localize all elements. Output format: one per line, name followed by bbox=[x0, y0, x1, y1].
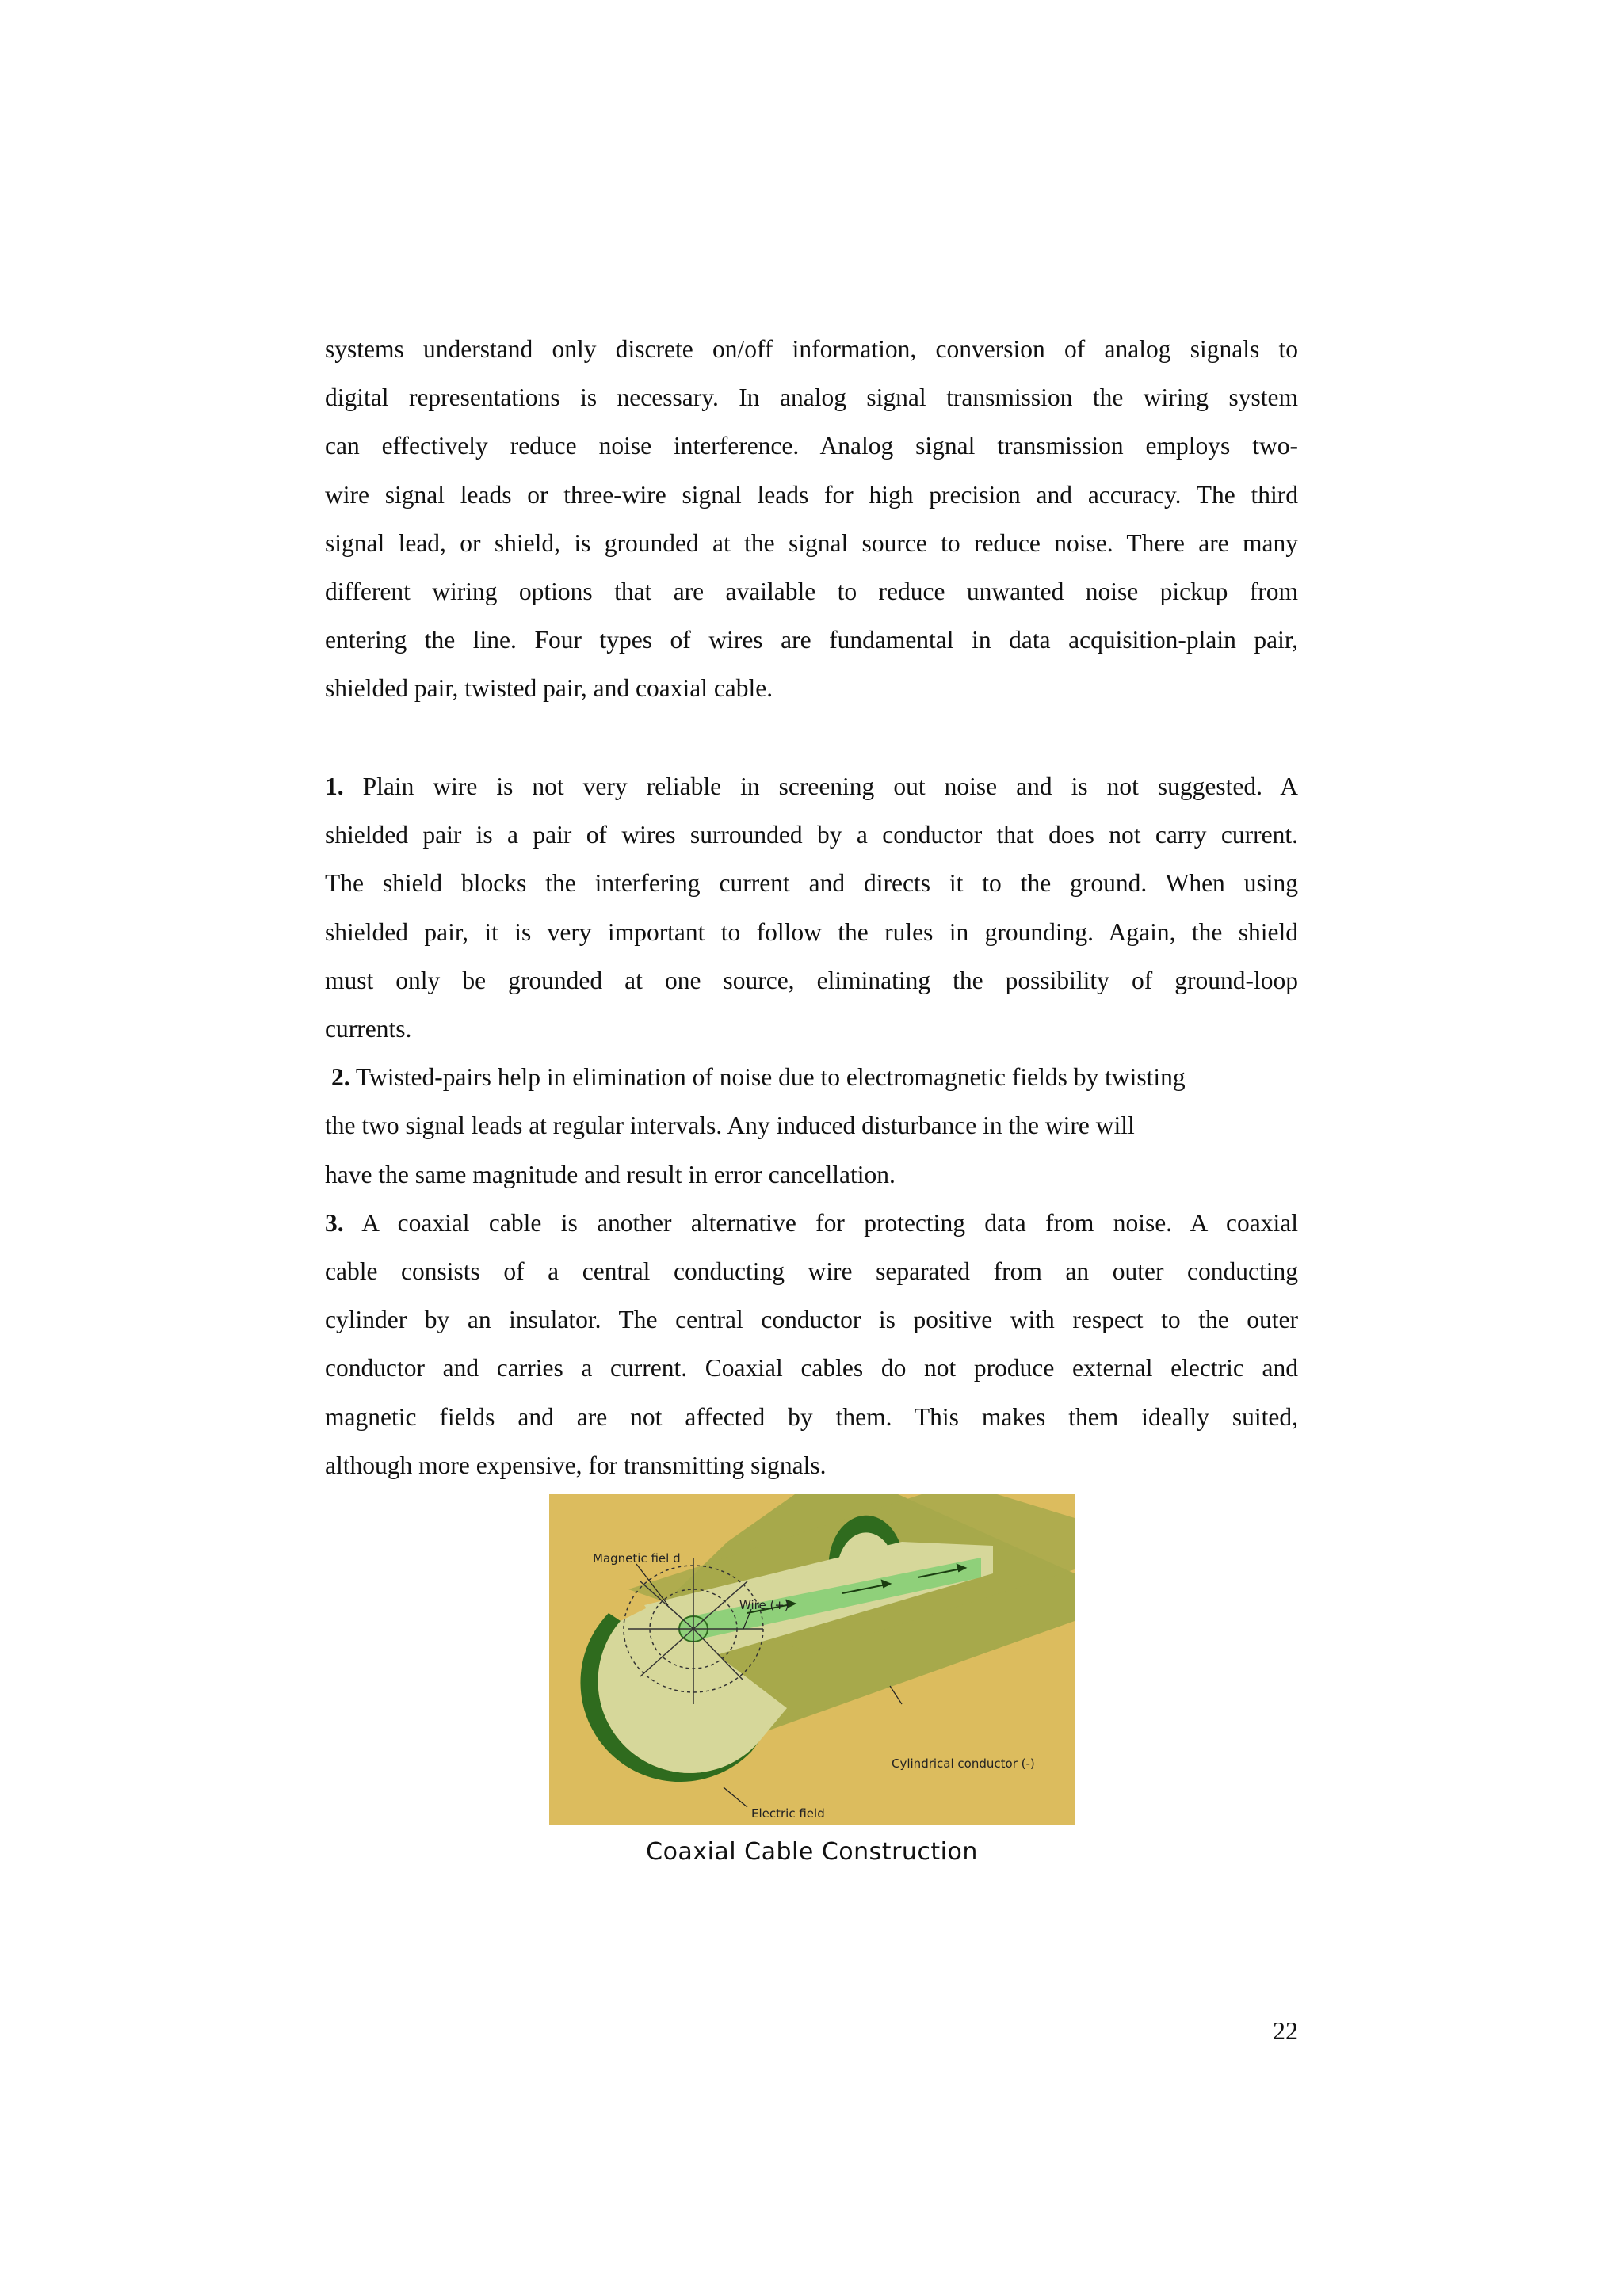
item-number: 1. bbox=[325, 772, 344, 800]
figure-caption: Coaxial Cable Construction bbox=[646, 1838, 978, 1866]
text-line: although more expensive, for transmitting signals. bbox=[325, 1451, 827, 1479]
text-line: different wiring options that are available to reduce unwanted noise pickup from bbox=[325, 578, 1298, 606]
item-number: 2. bbox=[331, 1063, 350, 1092]
text-line: must only be grounded at one source, eliminating the possibility of ground-loop bbox=[325, 966, 1298, 994]
text-line: can effectively reduce noise interference. Analog signal transmission employs two- bbox=[325, 432, 1298, 460]
item-number: 3. bbox=[325, 1208, 344, 1237]
text-line: wire signal leads or three-wire signal leads for high precision and accuracy. The third bbox=[325, 480, 1298, 509]
text-line: shielded pair, twisted pair, and coaxial cable. bbox=[325, 674, 773, 703]
text-span: Plain wire is not very reliable in screening out noise and is not suggested. A bbox=[343, 772, 1298, 800]
numbered-list bbox=[325, 762, 1298, 1489]
list-item-twisted-pair bbox=[325, 1053, 1298, 1101]
text-line: have the same magnitude and result in error cancellation. bbox=[325, 1160, 896, 1188]
text-line: signal lead, or shield, is grounded at the signal source to reduce noise. There are many bbox=[325, 528, 1298, 557]
wire-label: Wire (+) bbox=[739, 1598, 789, 1612]
text-line: conductor and carries a current. Coaxial cables do not produce external electric and bbox=[325, 1354, 1298, 1383]
text-line: magnetic fields and are not affected by them. This makes them ideally suited, bbox=[325, 1402, 1298, 1431]
text-line: the two signal leads at regular intervals. Any induced disturbance in the wire will bbox=[325, 1112, 1135, 1140]
text-line: shielded pair, it is very important to follow the rules in grounding. Again, the shield bbox=[325, 917, 1298, 946]
electric-field-label: Electric field bbox=[751, 1806, 825, 1821]
text-span: A coaxial cable is another alternative for protecting data from noise. A coaxial bbox=[343, 1208, 1298, 1237]
cylindrical-conductor-label: Cylindrical conductor (-) bbox=[892, 1756, 1035, 1771]
text-line: cylinder by an insulator. The central conductor is positive with respect to the outer bbox=[325, 1306, 1298, 1334]
text-line bbox=[325, 762, 1298, 810]
list-item-coaxial-cable bbox=[325, 1199, 1298, 1489]
coaxial-cable-figure bbox=[549, 1494, 1075, 1825]
intro-paragraph bbox=[325, 325, 1298, 713]
list-item-twisted-pair-cont bbox=[325, 1101, 1298, 1198]
text-line: cable consists of a central conducting wire separated from an outer conducting bbox=[325, 1257, 1298, 1286]
coaxial-cable-illustration bbox=[549, 1494, 1075, 1825]
text-line: currents. bbox=[325, 1015, 412, 1043]
magnetic-field-label: Magnetic fiel d bbox=[593, 1551, 681, 1566]
text-line bbox=[325, 1053, 1298, 1101]
list-item-plain-wire bbox=[325, 762, 1298, 1053]
page-number: 22 bbox=[1273, 2016, 1298, 2045]
text-line: entering the line. Four types of wires are fundamental in data acquisition-plain pair, bbox=[325, 626, 1298, 654]
text-line: digital representations is necessary. In analog signal transmission the wiring system bbox=[325, 383, 1298, 412]
text-span: Twisted-pairs help in elimination of noise due to electromagnetic fields by twisting bbox=[349, 1063, 1186, 1092]
text-line: The shield blocks the interfering current and directs it to the ground. When using bbox=[325, 869, 1298, 898]
text-line bbox=[325, 1199, 1298, 1247]
text-line: systems understand only discrete on/off information, conversion of analog signals to bbox=[325, 335, 1298, 363]
text-line: shielded pair is a pair of wires surrounded by a conductor that does not carry current. bbox=[325, 821, 1298, 849]
